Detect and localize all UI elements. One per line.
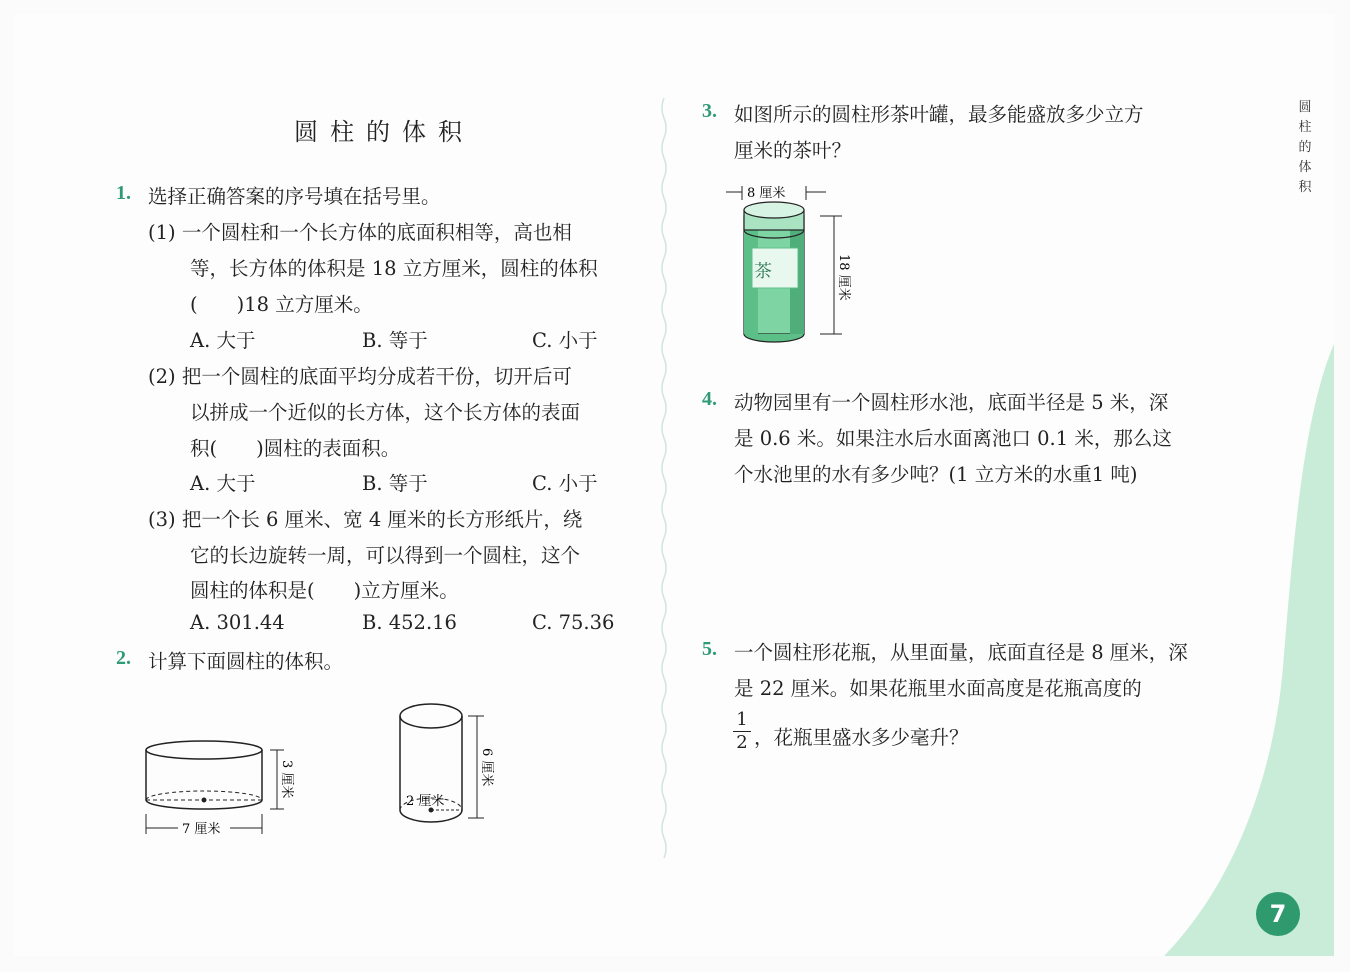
q1-sub3-option-b: B. 452.16 (362, 611, 457, 634)
side-tab-char: 柱 (1298, 120, 1312, 135)
q1-sub1-line: (1) 一个圆柱和一个长方体的底面积相等，高也相 (148, 221, 572, 244)
workbook-page (14, 14, 1334, 956)
q5-line: 一个圆柱形花瓶，从里面量，底面直径是 8 厘米，深 (734, 641, 1188, 664)
q5-fraction-denominator: 2 (736, 732, 748, 753)
q5-line: 是 22 厘米。如果花瓶里水面高度是花瓶高度的 (734, 677, 1142, 700)
q3-number: 3. (702, 100, 717, 122)
side-tab-char: 体 (1298, 160, 1312, 175)
q1-sub2-option-b: B. 等于 (362, 472, 428, 495)
q3-line: 厘米的茶叶？ (734, 139, 852, 162)
q2-number: 2. (116, 647, 131, 669)
q5-tail: ，花瓶里盛水多少毫升？ (754, 726, 969, 749)
page-title: 圆柱的体积 (294, 118, 474, 146)
q2-stem: 计算下面圆柱的体积。 (148, 650, 344, 673)
q3-figure-tea-can (722, 182, 852, 347)
q1-sub1-option-b: B. 等于 (362, 329, 428, 352)
q1-number: 1. (116, 182, 131, 204)
q1-sub3-option-a: A. 301.44 (190, 611, 285, 634)
q2-figure-wide-cylinder (138, 736, 298, 836)
q1-sub1-line: 等，长方体的体积是 18 立方厘米，圆柱的体积 (190, 257, 598, 280)
q3-diameter-label: 8 厘米 (747, 186, 786, 201)
side-tab-char: 积 (1298, 180, 1312, 195)
q2-figure-tall-cylinder (394, 696, 504, 846)
q1-stem: 选择正确答案的序号填在括号里。 (148, 185, 441, 208)
q4-line: 个水池里的水有多少吨？(1 立方米的水重1 吨) (734, 463, 1138, 486)
side-tab-char: 圆 (1298, 100, 1312, 115)
q2-fig1-diameter-label: 7 厘米 (182, 822, 221, 836)
q1-sub3-line: (3) 把一个长 6 厘米、宽 4 厘米的长方形纸片，绕 (148, 508, 583, 531)
q1-sub2-option-c: C. 小于 (532, 472, 598, 495)
q1-sub3-option-c: C. 75.36 (532, 611, 615, 634)
q1-sub2-line: 积( )圆柱的表面积。 (190, 437, 401, 460)
q1-sub1-option-c: C. 小于 (532, 329, 598, 352)
q1-sub1-line: ( )18 立方厘米。 (190, 293, 373, 316)
q5-fraction-numerator: 1 (736, 709, 748, 730)
q5-number: 5. (702, 638, 717, 660)
q4-line: 动物园里有一个圆柱形水池，底面半径是 5 米，深 (734, 391, 1169, 414)
q3-can-label: 茶 (754, 261, 772, 282)
q4-number: 4. (702, 388, 717, 410)
q3-height-label: 18 厘米 (836, 254, 851, 301)
q2-fig1-height-label: 3 厘米 (279, 760, 294, 799)
q2-fig2-height-label: 6 厘米 (479, 748, 494, 787)
q3-line: 如图所示的圆柱形茶叶罐，最多能盛放多少立方 (734, 103, 1144, 126)
side-tab-char: 的 (1298, 140, 1312, 155)
q1-sub3-line: 它的长边旋转一周，可以得到一个圆柱，这个 (190, 544, 581, 567)
q2-fig2-radius-label: 2 厘米 (406, 794, 445, 809)
q1-sub1-option-a: A. 大于 (190, 329, 256, 352)
q1-sub2-line: (2) 把一个圆柱的底面平均分成若干份，切开后可 (148, 365, 572, 388)
side-tab-title (1296, 98, 1314, 198)
q5-fraction (733, 710, 751, 753)
page-number-badge: 7 (1256, 892, 1300, 936)
q1-sub2-option-a: A. 大于 (190, 472, 256, 495)
q1-sub2-line: 以拼成一个近似的长方体，这个长方体的表面 (190, 401, 581, 424)
q1-sub3-line: 圆柱的体积是( )立方厘米。 (190, 579, 459, 602)
q4-line: 是 0.6 米。如果注水后水面离池口 0.1 米，那么这 (734, 427, 1172, 450)
page-divider (660, 98, 668, 868)
